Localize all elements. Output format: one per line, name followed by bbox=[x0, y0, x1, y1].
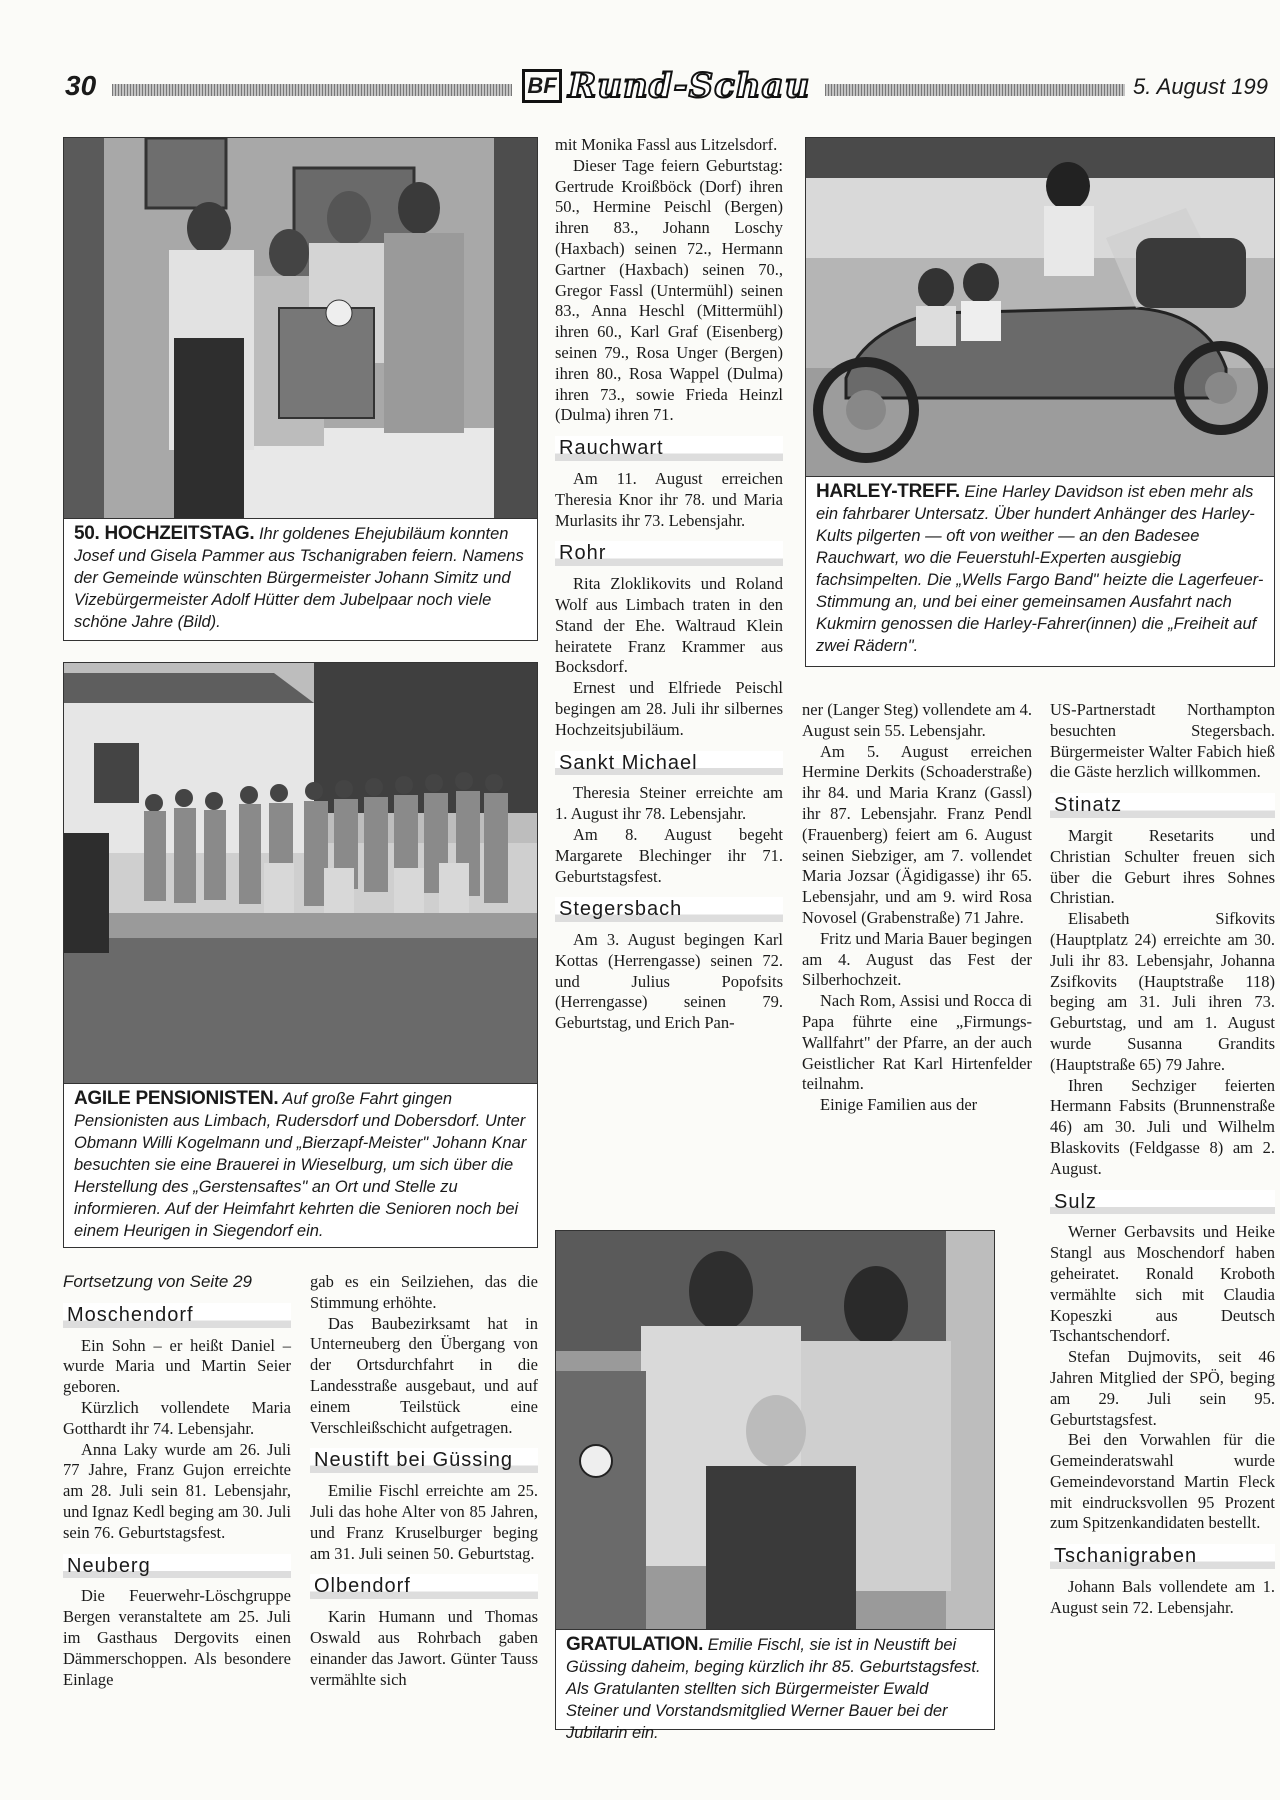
paragraph: Am 5. August erreichen Hermine Derkits (Schoaderstraße) ihr 84. und Maria Kranz (Gassl) ihr 87. Lebensjahr. Franz Pendl (Frauenberg) feiert am 6. August seinen Siebziger, am 7. vollendet Maria Jozsar (Ägidigasse) ihr 65. Lebensjahr, und am 9. wird Rosa Novosel (Grabenstraße) 71 Jahre. bbox=[802, 741, 1032, 927]
column-d bbox=[1050, 700, 1275, 1619]
column-c bbox=[802, 700, 1032, 1116]
paragraph: Ein Sohn – er heißt Daniel – wurde Maria und Martin Seier geboren. bbox=[63, 1335, 291, 1397]
photo-gratulation-image bbox=[556, 1231, 995, 1630]
caption-text: Eine Harley Davidson ist eben mehr als ein fahrbarer Untersatz. Über hundert Anhänger des Harley-Kults pilgerten — oft von weither — an den Badesee Rauchwart, wo die Feuerstuhl-Experten ausgiebig fachsimpelten. Die „Wells Fargo Band" heizte die Lagerfeuer-Stimmung an, und bei einer gemeinsamen Ausfahrt nach Kukmirn genossen die Harley-Fahrer(innen) die „Freiheit auf zwei Rädern". bbox=[816, 483, 1264, 655]
paragraph: Fritz und Maria Bauer begingen am 4. August das Fest der Silberhochzeit. bbox=[802, 928, 1032, 990]
caption-hochzeitstag bbox=[63, 519, 538, 641]
column-middle-top bbox=[555, 135, 783, 1034]
caption-pensionisten bbox=[63, 1084, 538, 1248]
section-heading-neustift: Neustift bei Güssing bbox=[310, 1448, 538, 1473]
paragraph: Nach Rom, Assisi und Rocca di Papa führte eine „Firmungs-Wallfahrt" der Pfarre, an der auch Geistlicher Rat Karl Hirtenfelder teilnahm. bbox=[802, 991, 1032, 1094]
paragraph: Die Feuerwehr-Löschgruppe Bergen veranstaltete am 25. Juli im Gasthaus Dergovits einen Dämmerschoppen. Als besondere Einlage bbox=[63, 1586, 291, 1689]
paragraph: Theresia Steiner erreichte am 1. August ihr 78. Lebensjahr. bbox=[555, 783, 783, 824]
photo-harley bbox=[805, 137, 1275, 477]
paragraph: Rita Zloklikovits und Roland Wolf aus Limbach traten in den Stand der Ehe. Waltraud Klein heiratete Franz Krammer aus Bocksdorf. bbox=[555, 574, 783, 677]
section-heading-sankt-michael: Sankt Michael bbox=[555, 751, 783, 776]
paragraph: Das Baubezirksamt hat in Unterneuberg den Übergang von der Ortsdurchfahrt in die Landesstraße ausgebaut, und auf einem Teilstück eine Verschleißschicht aufgetragen. bbox=[310, 1313, 538, 1437]
masthead-logo bbox=[522, 66, 810, 106]
paragraph: Ihren Sechziger feierten Hermann Fabsits (Brunnenstraße 46) am 30. Juli und Wilhelm Blaskovits (Feldgasse 8) am 2. August. bbox=[1050, 1075, 1275, 1178]
bf-logo-mark: BF bbox=[522, 69, 562, 103]
paragraph: Dieser Tage feiern Geburtstag: Gertrude Kroißböck (Dorf) ihren 50., Hermine Peischl (Bergen) ihren 83., Johann Loschy (Haxbach) seinen 72., Hermann Gartner (Haxbach) seinen 70., Gregor Fassl (Untermühl) seinen 83., Anna Heschl (Mittermühl) ihren 60., Karl Graf (Eisenberg) seinen 79., Rosa Unger (Bergen) ihren 80., Rosa Wappel (Dulma) ihren 73., sowie Frieda Heinzl (Dulma) ihren 71. bbox=[555, 155, 783, 425]
paragraph: gab es ein Seilziehen, das die Stimmung erhöhte. bbox=[310, 1272, 538, 1312]
paragraph: Emilie Fischl erreichte am 25. Juli das hohe Alter von 85 Jahren, und Franz Kruselburger beging am 31. Juli seinen 50. Geburtstag. bbox=[310, 1481, 538, 1563]
paragraph: Ernest und Elfriede Peischl begingen am 28. Juli ihr silbernes Hochzeitsjubiläum. bbox=[555, 678, 783, 739]
column-bottom-middle bbox=[310, 1272, 538, 1690]
paragraph: Bei den Vorwahlen für die Gemeinderatswahl wurde Gemeindevorstand Martin Fleck mit eindrucksvollen 95 Prozent zum Spitzenkandidaten bestellt. bbox=[1050, 1430, 1275, 1533]
photo-gratulation bbox=[555, 1230, 995, 1630]
photo-harley-image bbox=[806, 138, 1275, 477]
logo-text: Rund-Schau bbox=[568, 66, 811, 106]
header-rule-right bbox=[825, 84, 1125, 96]
caption-lead: GRATULATION. bbox=[566, 1634, 704, 1655]
section-heading-neuberg: Neuberg bbox=[63, 1554, 291, 1579]
photo-pensionisten bbox=[63, 662, 538, 1084]
caption-lead: HARLEY-TREFF. bbox=[816, 481, 960, 502]
page-number: 30 bbox=[65, 70, 97, 101]
paragraph: Karin Humann und Thomas Oswald aus Rohrbach gaben einander das Jawort. Günter Tauss vermählte sich bbox=[310, 1607, 538, 1689]
paragraph: mit Monika Fassl aus Litzelsdorf. bbox=[555, 135, 778, 154]
paragraph: Elisabeth Sifkovits (Hauptplatz 24) erreichte am 30. Juli ihr 83. Lebensjahr, Johanna Zsifkovits (Hauptstraße 118) beging am 31. Juli ihren 73. Geburtstag, und am 1. August wurde Susanna Grandits (Hauptstraße 65) 79 Jahre. bbox=[1050, 909, 1275, 1074]
caption-text: Ihr goldenes Ehejubiläum konnten Josef und Gisela Pammer aus Tschanigraben feiern. Namens der Gemeinde wünschten Bürgermeister Johann Simitz und Vizebürgermeister Adolf Hütter dem Jubelpaar noch viele schöne Jahre (Bild). bbox=[74, 525, 524, 631]
caption-lead: 50. HOCHZEITSTAG. bbox=[74, 523, 255, 544]
paragraph: Einige Familien aus der bbox=[820, 1095, 978, 1115]
paragraph: US-Partnerstadt Northampton besuchten Stegersbach. Bürgermeister Walter Fabich hieß die Gäste herzlich willkommen. bbox=[1050, 700, 1275, 782]
paragraph: Stefan Dujmovits, seit 46 Jahren Mitglied der SPÖ, beging am 29. Juli sein 95. Geburtstagsfest. bbox=[1050, 1347, 1275, 1429]
paragraph: Margit Resetarits und Christian Schulter freuen sich über die Geburt ihres Sohnes Christian. bbox=[1050, 825, 1275, 908]
paragraph: Am 3. August begingen Karl Kottas (Herrengasse) seinen 72. und Julius Popofsits (Herrengasse) seinen 79. Geburtstag, und Erich Pan- bbox=[555, 930, 783, 1033]
paragraph: Kürzlich vollendete Maria Gotthardt ihr 74. Lebensjahr. bbox=[63, 1397, 291, 1438]
issue-date: 5. August 199 bbox=[1133, 74, 1268, 99]
continuation-note: Fortsetzung von Seite 29 bbox=[63, 1272, 253, 1291]
header-rule-left bbox=[112, 84, 512, 96]
paragraph: ner (Langer Steg) vollendete am 4. August sein 55. Lebensjahr. bbox=[802, 700, 1032, 740]
section-heading-tschanigraben: Tschanigraben bbox=[1050, 1544, 1275, 1569]
paragraph: Werner Gerbavsits und Heike Stangl aus Moschendorf haben geheiratet. Ronald Kroboth vermählte sich mit Claudia Kopeszki aus Deutsch Tschantschendorf. bbox=[1050, 1222, 1275, 1346]
caption-lead: AGILE PENSIONISTEN. bbox=[74, 1088, 279, 1109]
caption-gratulation bbox=[555, 1630, 995, 1742]
section-heading-olbendorf: Olbendorf bbox=[310, 1574, 538, 1599]
paragraph: Am 8. August begeht Margarete Blechinger ihr 71. Geburtstagsfest. bbox=[555, 824, 783, 886]
photo-hochzeitstag-image bbox=[64, 138, 538, 519]
section-heading-sulz: Sulz bbox=[1050, 1190, 1275, 1215]
section-heading-rohr: Rohr bbox=[555, 541, 783, 566]
photo-pensionisten-image bbox=[64, 663, 538, 1084]
column-bottom-left bbox=[63, 1272, 291, 1690]
caption-text: Emilie Fischl, sie ist in Neustift bei Güssing daheim, beging kürzlich ihr 85. Geburtstagsfest. Als Gratulanten stellten sich Bürgermeister Ewald Steiner und Vorstandsmitglied Werner Bauer bei der Jubilarin ein. bbox=[566, 1636, 981, 1742]
section-heading-stinatz: Stinatz bbox=[1050, 793, 1275, 818]
paragraph: Johann Bals vollendete am 1. August sein 72. Lebensjahr. bbox=[1050, 1577, 1275, 1617]
paragraph: Am 11. August erreichen Theresia Knor ihr 78. und Maria Murlasits ihr 73. Lebensjahr. bbox=[555, 468, 783, 530]
caption-harley bbox=[805, 477, 1275, 667]
photo-hochzeitstag bbox=[63, 137, 538, 519]
section-heading-rauchwart: Rauchwart bbox=[555, 436, 783, 461]
caption-text: Auf große Fahrt gingen Pensionisten aus Limbach, Rudersdorf und Dobersdorf. Unter Obmann Willi Kogelmann und „Bierzapf-Meister" Johann Knar besuchten sie eine Brauerei in Wieselburg, um sich über die Herstellung des „Gerstensaftes" an Ort und Stelle zu informieren. Auf der Heimfahrt kehrten die Senioren noch bei einem Heurigen in Siegendorf ein. bbox=[74, 1090, 527, 1240]
section-heading-stegersbach: Stegersbach bbox=[555, 897, 783, 922]
paragraph: Anna Laky wurde am 26. Juli 77 Jahre, Franz Gujon erreichte am 28. Juli sein 81. Lebensjahr, und Ignaz Kedl beging am 30. Juli sein 76. Geburtstagsfest. bbox=[63, 1439, 291, 1542]
section-heading-moschendorf: Moschendorf bbox=[63, 1303, 291, 1328]
